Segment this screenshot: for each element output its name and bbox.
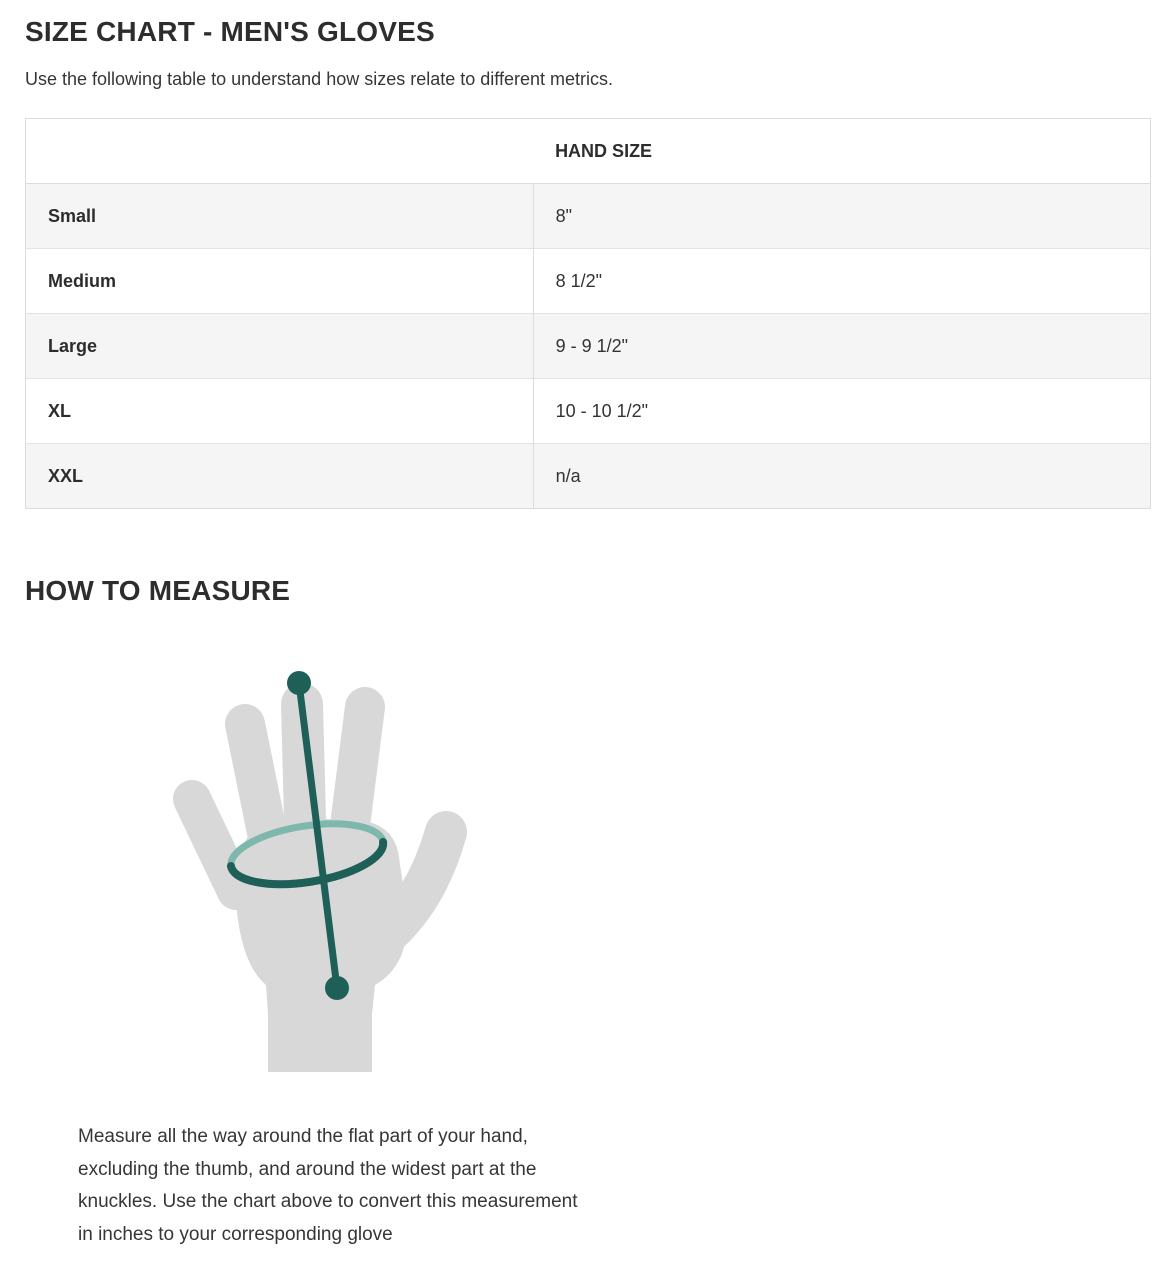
measurement-bottom-dot [325, 976, 349, 1000]
how-to-measure-heading: HOW TO MEASURE [25, 575, 291, 606]
page-title: SIZE CHART - MEN'S GLOVES [25, 16, 435, 47]
table-row [26, 444, 1151, 509]
table-row [26, 249, 1151, 314]
hand-size-cell: 9 - 9 1/2" [533, 314, 1150, 379]
measure-instructions: Measure all the way around the flat part of your hand, excluding the thumb, and around the widest part at the knuckles. Use the chart above to convert this measurement in inches to your corresponding glove [78, 1126, 578, 1245]
table-row [26, 184, 1151, 249]
size-cell: XXL [26, 444, 534, 509]
intro-text: Use the following table to understand how sizes relate to different metrics. [25, 69, 613, 89]
hand-size-cell: 8 1/2" [533, 249, 1150, 314]
size-cell: Small [26, 184, 534, 249]
size-column-header [26, 119, 534, 184]
hand-measurement-illustration [170, 669, 470, 1109]
hand-measurement-svg [170, 669, 470, 1109]
size-cell: Large [26, 314, 534, 379]
hand-size-column-header: HAND SIZE [533, 119, 1150, 184]
hand-size-cell: 10 - 10 1/2" [533, 379, 1150, 444]
wrist-shape [268, 994, 372, 1072]
pinky-finger-shape [192, 799, 236, 891]
hand-size-cell: n/a [533, 444, 1150, 509]
table-row [26, 314, 1151, 379]
size-cell: Medium [26, 249, 534, 314]
hand-silhouette [192, 704, 446, 1072]
table-header-row [26, 119, 1151, 184]
size-chart-table [25, 118, 1151, 509]
measurement-top-dot [287, 671, 311, 695]
size-cell: XL [26, 379, 534, 444]
hand-size-cell: 8" [533, 184, 1150, 249]
table-row [26, 379, 1151, 444]
